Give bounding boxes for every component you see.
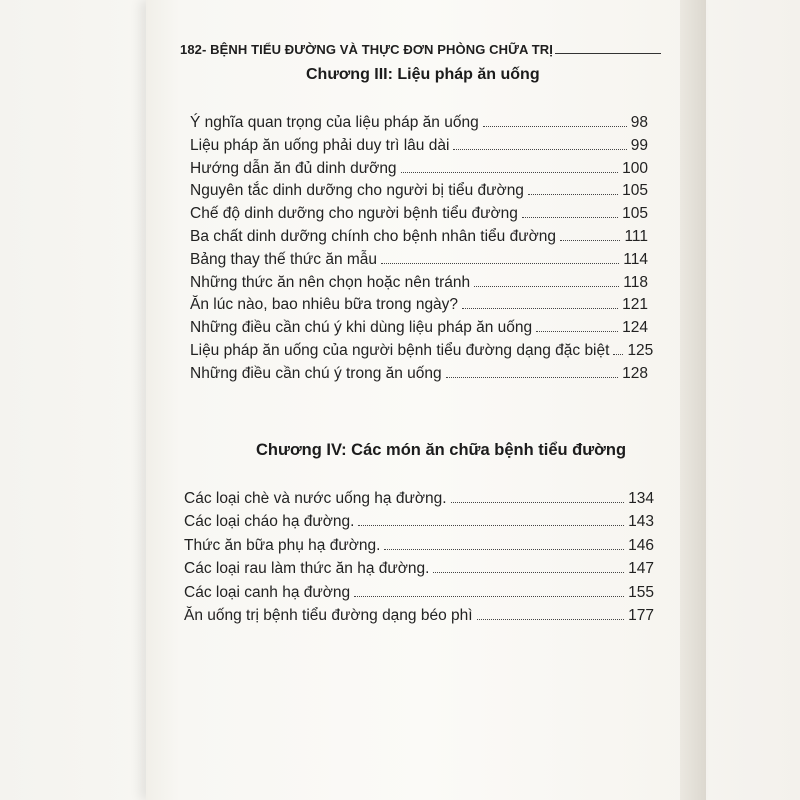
dot-leader [401, 172, 619, 173]
dot-leader [381, 263, 619, 264]
chapter-3-toc [190, 114, 654, 388]
toc-entry [190, 341, 654, 365]
dot-leader [528, 194, 618, 195]
toc-entry-page: 125 [627, 341, 654, 359]
toc-entry [190, 251, 648, 274]
dot-leader [474, 286, 619, 287]
dot-leader [453, 149, 626, 150]
toc-entry [190, 365, 648, 388]
toc-entry-title: Chế độ dinh dưỡng cho người bệnh tiểu đường [190, 205, 518, 223]
toc-entry-title: Những điều cần chú ý trong ăn uống [190, 364, 442, 382]
toc-entry-page: 146 [628, 536, 654, 554]
toc-entry-page: 114 [623, 250, 648, 268]
dot-leader [451, 502, 625, 503]
toc-entry-page: 98 [630, 114, 648, 131]
toc-entry-title: Ăn lúc nào, bao nhiêu bữa trong ngày? [190, 296, 459, 314]
toc-entry [184, 513, 654, 536]
toc-entry [184, 584, 654, 607]
toc-entry [190, 205, 648, 228]
toc-entry [190, 274, 648, 297]
toc-entry-page: 105 [622, 205, 648, 223]
toc-entry-page: 155 [628, 583, 654, 601]
toc-entry [184, 537, 654, 560]
toc-entry-title: Ý nghĩa quan trọng của liệu pháp ăn uống [190, 114, 479, 131]
toc-entry [184, 560, 654, 583]
toc-entry-title: Các loại canh hạ đường [184, 583, 351, 601]
dot-leader [354, 596, 624, 597]
toc-entry-page: 99 [630, 136, 648, 154]
page-edge [680, 0, 706, 800]
toc-entry [190, 160, 648, 183]
book-title: BỆNH TIỂU ĐƯỜNG VÀ THỰC ĐƠN PHÒNG CHỮA TRỊ [210, 42, 553, 57]
toc-entry-title: Những điều cần chú ý khi dùng liệu pháp ăn uống [190, 319, 533, 337]
dot-leader [433, 572, 624, 573]
toc-entry [190, 114, 648, 137]
toc-entry-title: Những thức ăn nên chọn hoặc nên tránh [190, 273, 471, 291]
toc-entry [190, 137, 648, 160]
header-rule [555, 53, 661, 54]
dot-leader [560, 240, 620, 241]
dot-leader [446, 377, 618, 378]
toc-entry-page: 143 [628, 513, 654, 531]
toc-entry [190, 182, 648, 205]
toc-entry [190, 296, 648, 319]
toc-entry-title: Các loại rau làm thức ăn hạ đường. [184, 560, 430, 578]
toc-entry-title: Nguyên tắc dinh dưỡng cho người bị tiểu đường [190, 182, 524, 200]
page-number: 182- [180, 42, 207, 57]
toc-entry [184, 607, 654, 630]
chapter-4-toc [184, 490, 654, 630]
toc-entry [184, 490, 654, 513]
toc-entry-title: Ăn uống trị bệnh tiểu đường dạng béo phì [184, 606, 473, 624]
running-head [180, 42, 630, 57]
dot-leader [462, 308, 618, 309]
dot-leader [613, 354, 623, 355]
toc-entry-title: Các loại cháo hạ đường. [184, 513, 355, 531]
toc-entry-title: Liệu pháp ăn uống của người bệnh tiểu đường dạng đặc biệt [190, 341, 610, 359]
toc-entry-page: 134 [628, 490, 654, 507]
toc-entry-page: 121 [622, 296, 648, 314]
toc-entry-title: Các loại chè và nước uống hạ đường. [184, 490, 447, 507]
toc-entry-page: 100 [622, 159, 648, 177]
toc-entry-title: Thức ăn bữa phụ hạ đường. [184, 536, 381, 554]
dot-leader [536, 331, 618, 332]
toc-entry [190, 228, 648, 251]
toc-entry [190, 319, 648, 342]
toc-entry-title: Hướng dẫn ăn đủ dinh dưỡng [190, 159, 397, 177]
toc-entry-page: 124 [622, 319, 648, 337]
toc-entry-title: Ba chất dinh dưỡng chính cho bệnh nhân tiểu đường [190, 227, 556, 245]
chapter-3-title: Chương III: Liệu pháp ăn uống [306, 66, 540, 83]
toc-entry-title: Bảng thay thế thức ăn mẫu [190, 250, 378, 268]
dot-leader [477, 619, 625, 620]
chapter-4-title: Chương IV: Các món ăn chữa bệnh tiểu đường [256, 441, 627, 459]
toc-entry-page: 177 [628, 606, 654, 624]
toc-entry-title: Liệu pháp ăn uống phải duy trì lâu dài [190, 136, 450, 154]
toc-entry-page: 111 [624, 227, 648, 245]
toc-entry-page: 118 [623, 273, 648, 291]
toc-entry-page: 147 [628, 560, 654, 578]
toc-entry-page: 105 [622, 182, 648, 200]
dot-leader [522, 217, 618, 218]
dot-leader [483, 126, 627, 127]
dot-leader [358, 525, 624, 526]
toc-entry-page: 128 [622, 364, 648, 382]
dot-leader [384, 549, 624, 550]
